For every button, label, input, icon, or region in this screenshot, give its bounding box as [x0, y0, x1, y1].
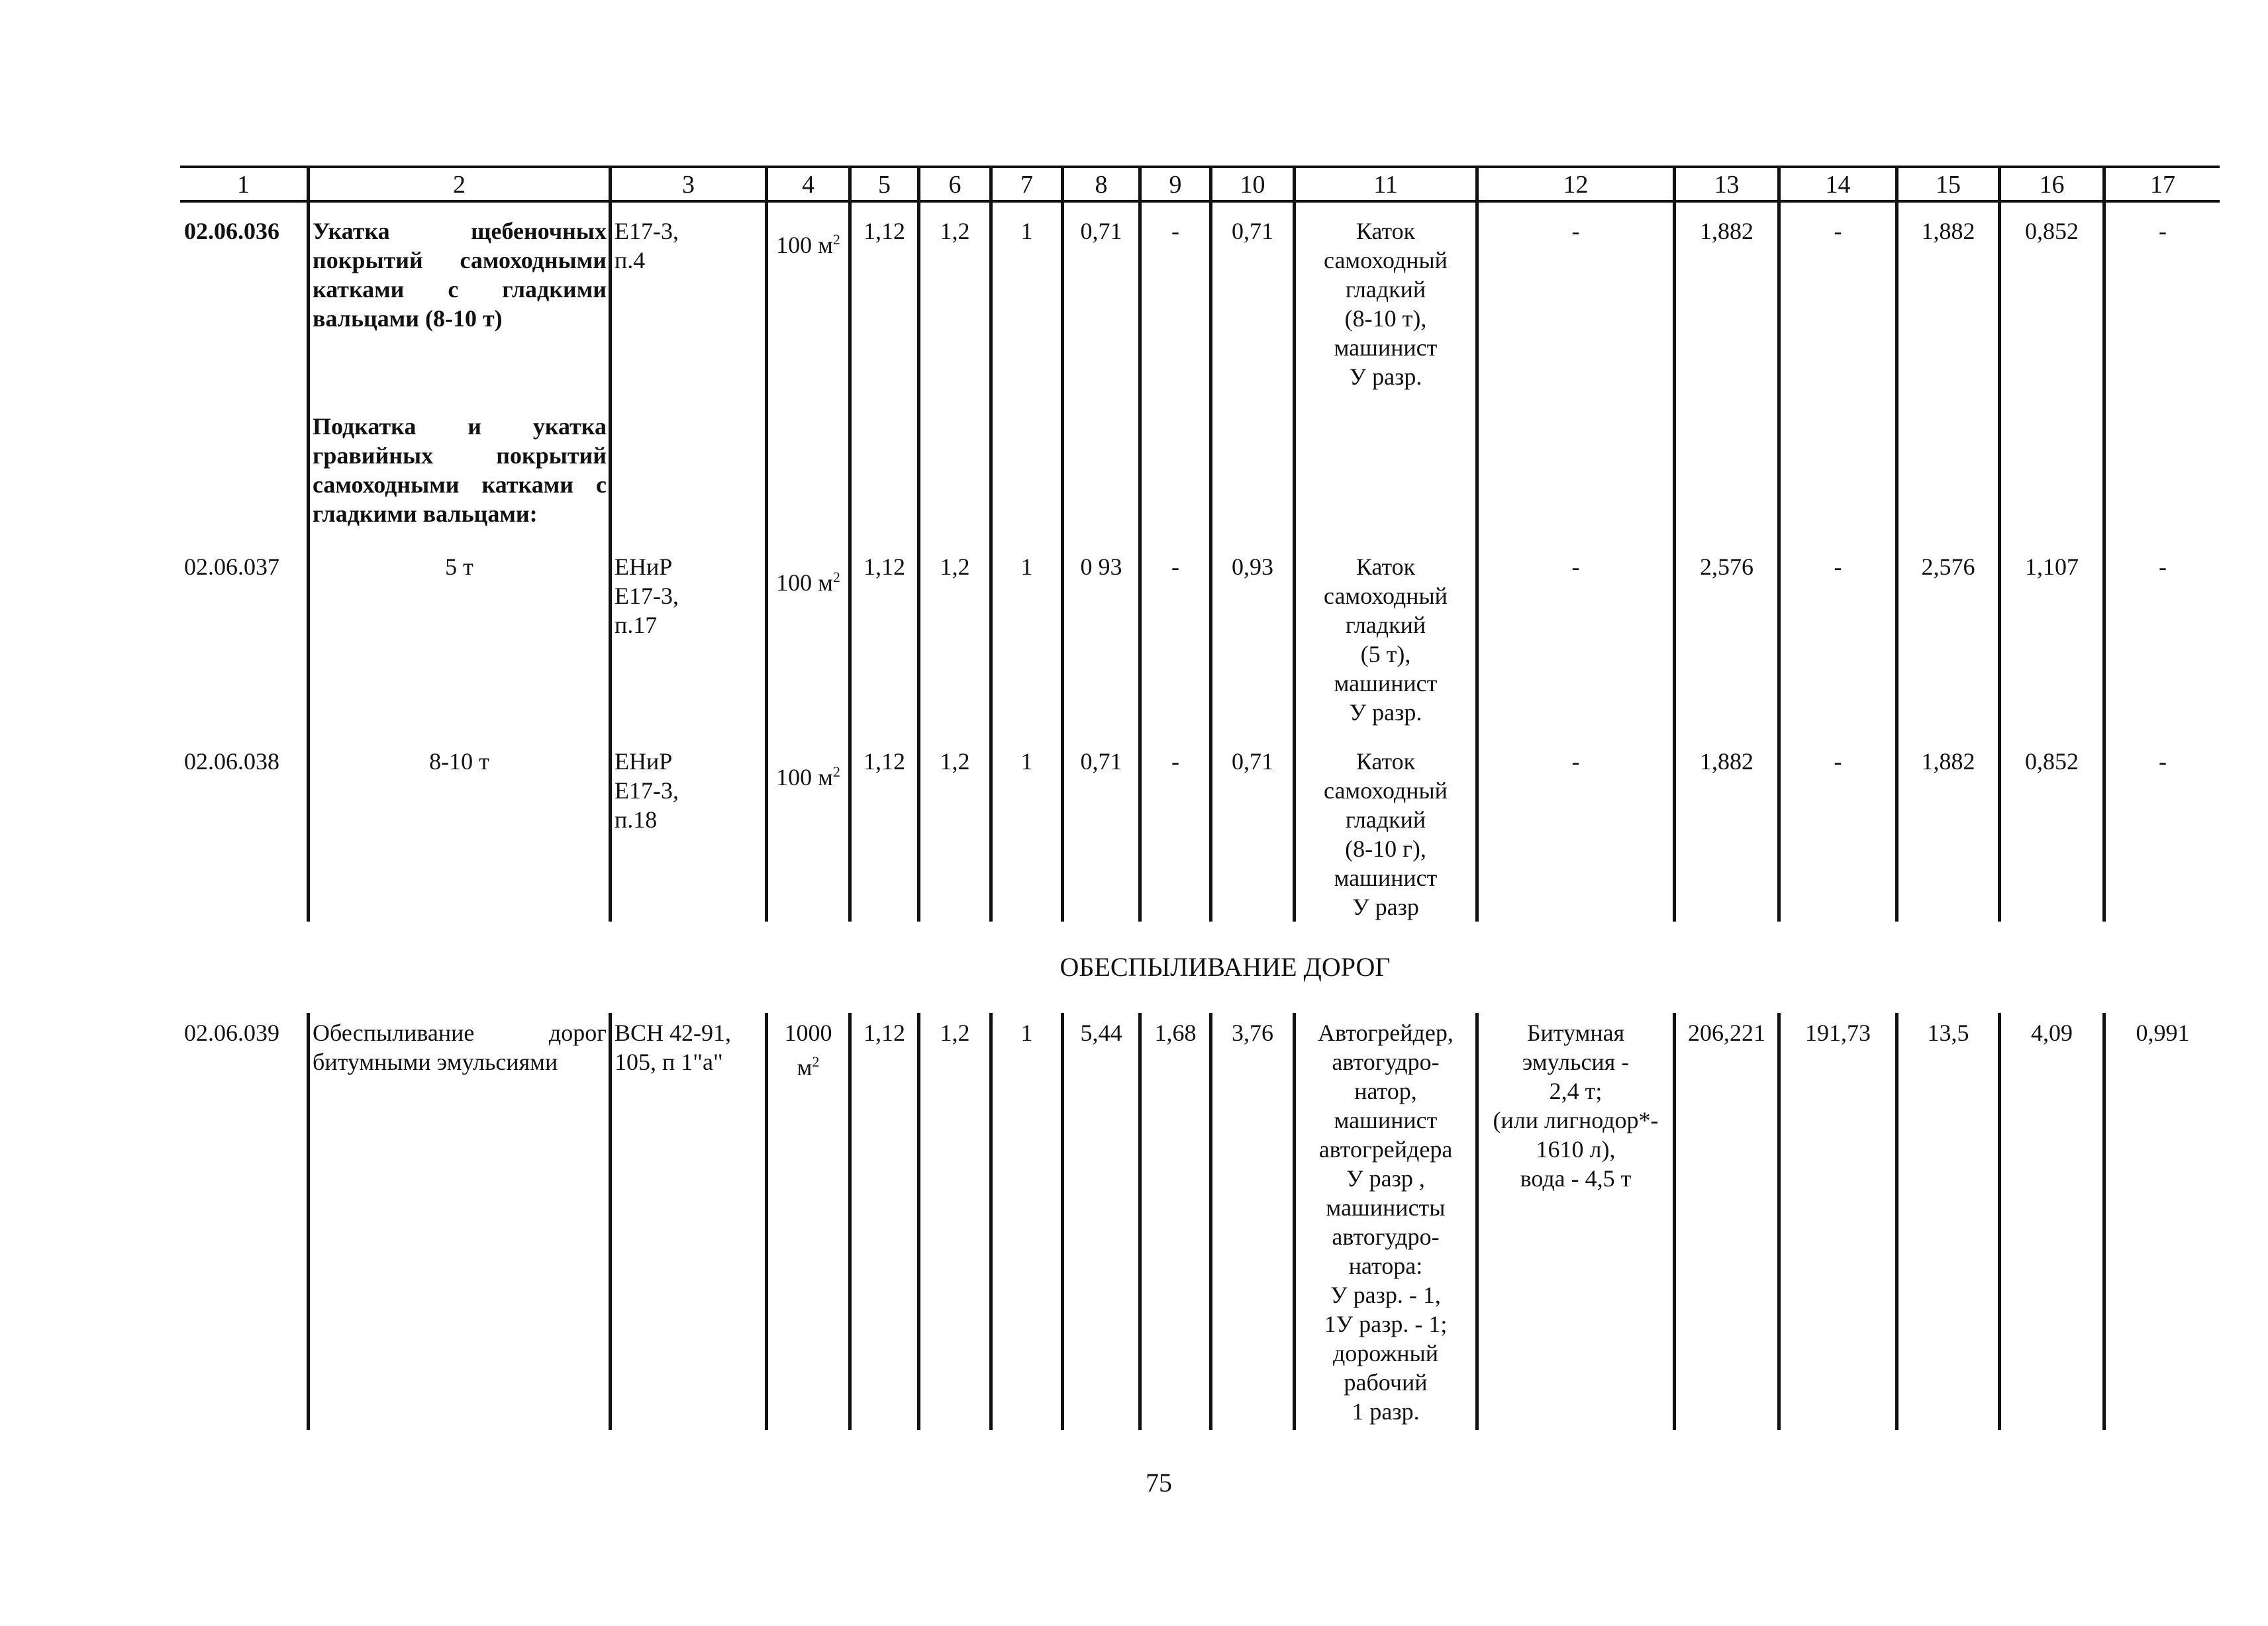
row-col13: 2,576 [1700, 553, 1753, 580]
row-col17: 0,991 [2136, 1020, 2190, 1046]
section-title: ОБЕСПЫЛИВАНИЕ ДОРОГ [1060, 952, 1391, 982]
col-header-8: 8 [1095, 171, 1108, 199]
row-col9: - [1171, 748, 1179, 775]
row-name: Укатка щебеночных покрытий самоходными катками с гладкими вальцами (8-10 т) [313, 218, 607, 332]
row-col17: - [2159, 218, 2167, 244]
row-col6: 1,2 [940, 1020, 970, 1046]
row-col15: 1,882 [1921, 748, 1975, 775]
row-ref: ВСН 42-91, 105, п 1"а" [615, 1020, 732, 1075]
row-unit: 100 $м^2$ [776, 231, 840, 258]
row-col8: 5,44 [1080, 1020, 1122, 1046]
row-col10: 0,71 [1232, 748, 1273, 775]
row-col9: - [1171, 218, 1179, 244]
row-col9: - [1171, 553, 1179, 580]
col-header-1: 1 [237, 171, 250, 199]
row-name: 8-10 т [429, 748, 489, 775]
row-unit: 100 $м^2$ [776, 569, 840, 596]
page-number: 75 [1146, 1468, 1172, 1498]
row-col16: 1,107 [2025, 553, 2079, 580]
row-col6: 1,2 [940, 218, 970, 244]
row-unit: 1000 $м^2$ [784, 1020, 832, 1080]
col-header-5: 5 [878, 171, 891, 199]
row-col17: - [2159, 748, 2167, 775]
header-bottom-rule [180, 200, 2220, 203]
col-header-12: 12 [1563, 171, 1589, 199]
row-col10: 0,71 [1232, 218, 1273, 244]
row-col8: 0 93 [1080, 553, 1122, 580]
col-header-9: 9 [1169, 171, 1182, 199]
row-col11: Автогрейдер, автогудро- натор, машинист автогрейдера У разр , машинисты автогудро- натора: У разр. - 1, 1У разр. - 1; дорожный рабочий 1 разр. [1318, 1020, 1454, 1425]
col-header-10: 10 [1240, 171, 1265, 199]
row-name: Обеспыливание дорог битумными эмульсиями [313, 1020, 607, 1075]
header-top-rule [180, 166, 2220, 168]
col-header-7: 7 [1020, 171, 1033, 199]
col-header-11: 11 [1373, 171, 1398, 199]
row-code: 02.06.037 [184, 553, 279, 580]
row-col7: 1 [1020, 218, 1033, 244]
col-header-3: 3 [682, 171, 695, 199]
row-col15: 1,882 [1921, 218, 1975, 244]
row-col6: 1,2 [940, 553, 970, 580]
row-ref: ЕНиР Е17-3, п.17 [615, 553, 679, 638]
row-code: 02.06.039 [184, 1020, 279, 1046]
col-header-13: 13 [1714, 171, 1740, 199]
row-col11: Каток самоходный гладкий (8-10 т), машинист У разр. [1324, 218, 1448, 390]
row-col16: 0,852 [2025, 218, 2079, 244]
row-col15: 2,576 [1921, 553, 1975, 580]
row-col7: 1 [1020, 1020, 1033, 1046]
col-header-17: 17 [2150, 171, 2175, 199]
col-header-14: 14 [1825, 171, 1851, 199]
row-col7: 1 [1020, 553, 1033, 580]
group-subheading: Подкатка и укатка гравийных покрытий самоходными катками с гладкими вальцами: [313, 413, 607, 527]
row-col5: 1,12 [863, 218, 905, 244]
row-col10: 0,93 [1232, 553, 1273, 580]
row-col11: Каток самоходный гладкий (8-10 г), машинист У разр [1324, 748, 1448, 920]
row-col12: Битумная эмульсия - 2,4 т; (или лигнодор*- 1610 л), вода - 4,5 т [1493, 1020, 1659, 1192]
row-code: 02.06.036 [184, 218, 279, 244]
row-col13: 1,882 [1700, 748, 1753, 775]
row-col14: - [1834, 218, 1842, 244]
row-col14: - [1834, 553, 1842, 580]
row-unit: 100 $м^2$ [776, 763, 840, 790]
row-col14: 191,73 [1805, 1020, 1871, 1046]
row-col12: - [1571, 218, 1580, 244]
row-col5: 1,12 [863, 1020, 905, 1046]
row-col14: - [1834, 748, 1842, 775]
col-header-2: 2 [453, 171, 466, 199]
row-col8: 0,71 [1080, 748, 1122, 775]
col-header-6: 6 [948, 171, 961, 199]
row-ref: ЕНиР Е17-3, п.18 [615, 748, 679, 833]
row-ref: Е17-3, п.4 [615, 218, 679, 273]
row-col12: - [1571, 748, 1580, 775]
col-header-4: 4 [802, 171, 814, 199]
row-col7: 1 [1020, 748, 1033, 775]
row-col12: - [1571, 553, 1580, 580]
row-col6: 1,2 [940, 748, 970, 775]
row-col16: 4,09 [2031, 1020, 2073, 1046]
col-header-15: 15 [1936, 171, 1961, 199]
row-col8: 0,71 [1080, 218, 1122, 244]
col-header-16: 16 [2039, 171, 2065, 199]
row-col15: 13,5 [1927, 1020, 1969, 1046]
row-col13: 206,221 [1688, 1020, 1765, 1046]
row-col17: - [2159, 553, 2167, 580]
row-col5: 1,12 [863, 748, 905, 775]
row-col5: 1,12 [863, 553, 905, 580]
row-col9: 1,68 [1154, 1020, 1197, 1046]
row-col11: Каток самоходный гладкий (5 т), машинист У разр. [1324, 553, 1448, 726]
row-code: 02.06.038 [184, 748, 279, 775]
row-col16: 0,852 [2025, 748, 2079, 775]
row-col10: 3,76 [1232, 1020, 1273, 1046]
row-col13: 1,882 [1700, 218, 1753, 244]
row-name: 5 т [445, 553, 473, 580]
